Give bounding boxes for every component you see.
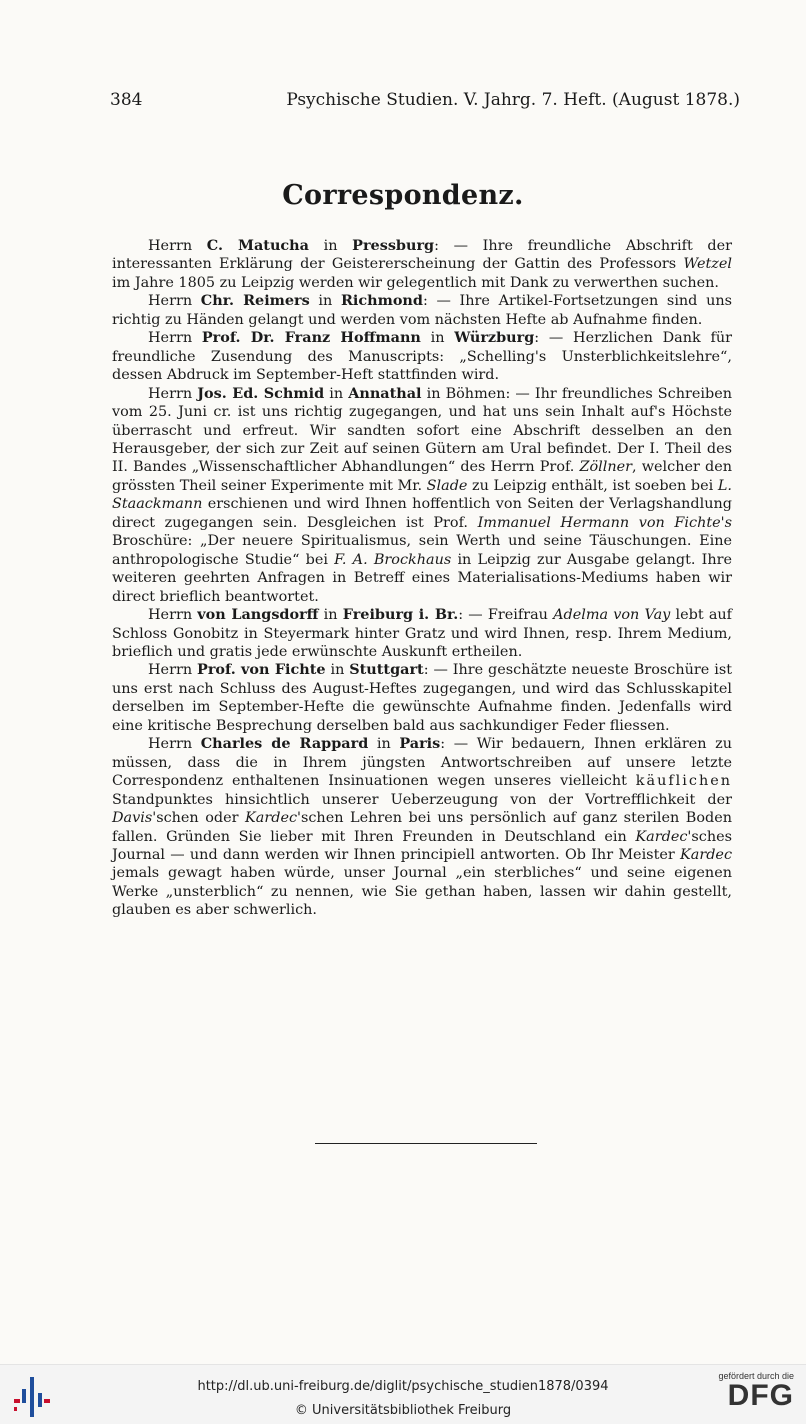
paragraph-schmid <box>112 385 732 606</box>
running-header <box>110 90 740 110</box>
italic-name: Adelma von Vay <box>553 607 671 624</box>
recipient-place: Annathal <box>348 384 422 402</box>
italic-name: Wetzel <box>683 256 732 273</box>
spaced-emphasis: käuflichen <box>635 773 732 790</box>
paragraph-hoffmann <box>112 329 732 384</box>
text: : — Wir bedauern, Ihnen erklären zu müssen, dass die in Ihrem jüngsten Antwortschreiben auf unsere letzte Correspondenz enthaltenen Insinuationen wegen unseres vielleicht <box>112 736 732 790</box>
recipient-name: Charles de Rappard <box>200 735 369 753</box>
recipient-place: Stuttgart <box>349 661 424 679</box>
text: Standpunktes hinsichtlich unserer Ueberzeugung von der Vortrefflichkeit der <box>112 791 732 808</box>
italic-name: Kardec <box>680 846 732 863</box>
paragraph-fichte <box>112 661 732 735</box>
end-rule <box>315 1143 537 1144</box>
viewer-footer <box>0 1364 806 1424</box>
dfg-logo-icon <box>710 1371 794 1411</box>
text: in <box>368 736 400 753</box>
italic-name: Slade <box>426 477 468 494</box>
recipient-name: C. Matucha <box>206 237 309 254</box>
recipient-name: von Langsdorff <box>197 606 319 624</box>
dfg-caption: gefördert durch die <box>718 1371 794 1381</box>
section-title: Correspondenz. <box>282 180 524 211</box>
running-title: Psychische Studien. V. Jahrg. 7. Heft. (August 1878.) <box>286 90 740 110</box>
recipient-name: Prof. Dr. Franz Hoffmann <box>201 329 421 347</box>
text: zu Leipzig enthält, ist soeben bei <box>467 477 718 494</box>
text: Herrn <box>148 385 198 402</box>
text: Herrn <box>148 607 198 624</box>
correspondence-text <box>112 237 732 920</box>
text: Herrn <box>148 238 207 254</box>
text: jemals gewagt haben würde, unser Journal „ein sterbliches“ und seine eigenen Werke „unsterblich“ zu nennen, wie Sie gethan haben, lassen wir dahin gestellt, glauben es aber schwerlich. <box>112 865 732 919</box>
recipient-place: Würzburg <box>454 329 535 347</box>
text: erschienen und wird Ihnen hoffentlich von Seiten der Verlagshandlung direct zugegangen sein. Desgleichen ist Prof. <box>112 496 732 531</box>
text: in Böhmen: — Ihr freundliches Schreiben vom 25. Juni cr. ist uns richtig zugegangen, und hat uns sein Inhalt auf's Höchste überrascht und erfreut. Wir sandten sofort eine Abschrift desselben an den Herausgeber, der sich zur Zeit auf seinen Gütern am Ural befindet. Der I. Theil des II. Bandes „Wissenschaftlicher Abhandlungen“ des Herrn Prof. <box>112 385 732 476</box>
text: Herrn <box>148 662 198 679</box>
text: : — Ihre geschätzte neueste Broschüre ist uns erst nach Schluss des August-Heftes zugegangen, und wird das Schlusskapitel derselben im September-Hefte die gewünschte Aufnahme finden. Jedenfalls wird eine kritische Besprechung derselben bald aus sachkundiger Feder fliessen. <box>112 662 732 734</box>
text: in <box>324 385 349 402</box>
paragraph-rappard <box>112 735 732 920</box>
text: Herrn <box>148 736 201 753</box>
text: : — Herzlichen Dank für freundliche Zusendung des Manuscripts: „Schelling's Unsterblichkeitslehre“, dessen Abdruck im September-Heft stattfinden wird. <box>112 330 732 384</box>
italic-name: F. A. Brockhaus <box>334 551 452 568</box>
text: in <box>308 238 353 254</box>
text: , welcher den grössten Theil seiner Experimente mit Mr. <box>112 459 732 494</box>
recipient-place: Paris <box>399 735 441 753</box>
text: 'schen oder <box>152 810 246 827</box>
text: lebt auf Schloss Gonobitz in Steyermark hinter Gratz und wird Ihnen, resp. Ihrem Medium, brieflich und gratis jede erwünschte Auskunft ertheilen. <box>112 607 732 660</box>
text: Broschüre: „Der neuere Spiritualismus, sein Werth und seine Täuschungen. Eine anthropologische Studie“ bei <box>112 533 732 568</box>
text: : — Ihre Artikel-Fortsetzungen sind uns richtig zu Händen gelangt und werden vom nächsten Hefte ab Aufnahme finden. <box>112 293 732 328</box>
italic-name: Kardec <box>635 828 688 845</box>
recipient-name: Jos. Ed. Schmid <box>197 384 325 402</box>
paragraph-matucha <box>112 237 732 292</box>
copyright-notice: © Universitätsbibliothek Freiburg <box>294 1403 512 1418</box>
dfg-wordmark: DFG <box>727 1379 794 1412</box>
text: 'sches Journal — und dann werden wir Ihnen principiell antworten. Ob Ihr Meister <box>112 828 732 863</box>
italic-name: Zöllner <box>579 459 633 476</box>
recipient-place: Richmond <box>340 292 423 310</box>
text: in <box>325 662 350 679</box>
text: Herrn <box>148 330 202 347</box>
page-number: 384 <box>110 90 143 110</box>
italic-name: Immanuel Hermann von Fichte's <box>477 514 732 531</box>
text: : — Freifrau <box>458 607 554 624</box>
italic-name: Kardec <box>245 810 298 827</box>
recipient-place: Freiburg i. Br. <box>342 606 459 624</box>
paragraph-reimers <box>112 292 732 329</box>
text: : — Ihre freundliche Abschrift der interessanten Erklärung der Geistererscheinung der Gattin des Professors <box>112 238 732 273</box>
italic-name: Davis <box>112 810 153 827</box>
text: in <box>309 293 341 310</box>
text: im Jahre 1805 zu Leipzig werden wir gelegentlich mit Dank zu verwerthen suchen. <box>112 274 719 291</box>
text: in Leipzig zur Ausgabe gelangt. Ihre weiteren geehrten Anfragen in Betreff eines Materialisations-Mediums haben wir direct brieflich beantwortet. <box>112 551 732 605</box>
text: Herrn <box>148 293 201 310</box>
recipient-name: Prof. von Fichte <box>197 661 326 679</box>
italic-name: L. Staackmann <box>112 477 732 513</box>
text: in <box>318 607 343 624</box>
paragraph-langsdorff <box>112 606 732 661</box>
recipient-name: Chr. Reimers <box>200 292 310 310</box>
text: in <box>420 330 455 347</box>
text: 'schen Lehren bei uns persönlich auf ganz sterilen Boden fallen. Gründen Sie lieber mit Ihren Freunden in Deutschland ein <box>112 810 732 845</box>
document-url[interactable]: http://dl.ub.uni-freiburg.de/diglit/psychische_studien1878/0394 <box>197 1379 609 1394</box>
recipient-place: Pressburg <box>352 237 435 254</box>
